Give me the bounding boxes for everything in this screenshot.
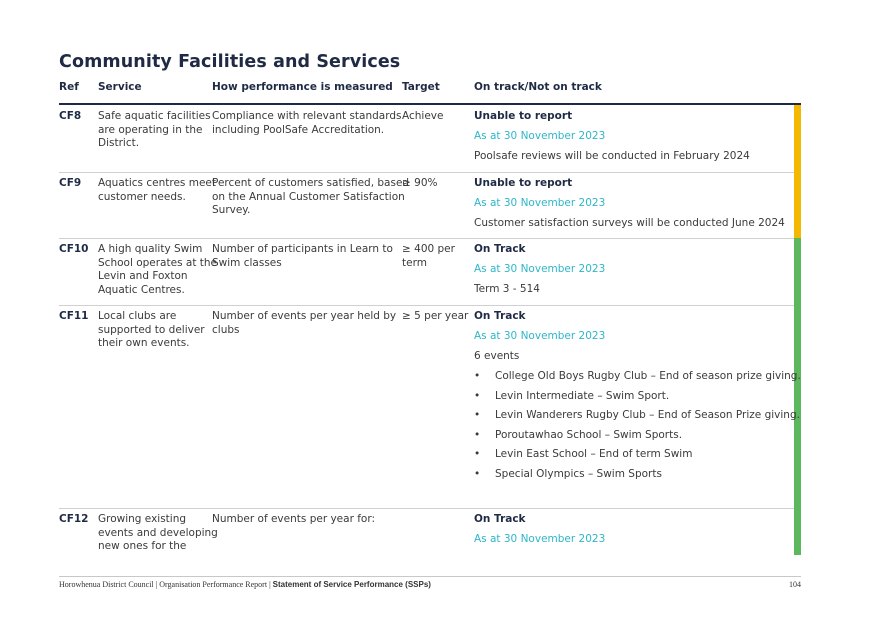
event-list-text: Levin East School – End of term Swim	[495, 448, 693, 460]
status-note: Poolsafe reviews will be conducted in February 2024	[474, 150, 750, 162]
target-cell: Achieve	[402, 110, 444, 122]
service-cell: Local clubs are	[98, 310, 177, 322]
service-cell: are operating in the	[98, 123, 203, 136]
ref-cell: CF11	[59, 310, 89, 322]
footer-org: Horowhenua District Council | Organisation Performance Report |	[59, 580, 273, 589]
status-color-bar	[794, 105, 801, 172]
measure-cell: Number of events per year for:	[212, 513, 376, 525]
service-cell: customer needs.	[98, 190, 186, 203]
row-divider	[59, 238, 801, 239]
measure-cell: Number of participants in Learn to	[212, 243, 393, 255]
page-title: Community Facilities and Services	[59, 52, 401, 72]
service-cell: their own events.	[98, 337, 190, 349]
service-cell: new ones for the	[98, 540, 187, 552]
service-cell: Aquatic Centres.	[98, 283, 185, 296]
page-number: 104	[789, 580, 801, 589]
event-list-text: Poroutawhao School – Swim Sports.	[495, 428, 683, 441]
measure-cell: Survey.	[212, 204, 251, 216]
event-list-text: College Old Boys Rugby Club – End of season prize giving.	[495, 370, 801, 382]
status-label: Unable to report	[474, 110, 573, 122]
measure-cell: including PoolSafe Accreditation.	[212, 123, 385, 136]
target-cell: term	[402, 256, 427, 269]
service-cell: Safe aquatic facilities	[98, 110, 211, 122]
measure-cell: Number of events per year held by	[212, 310, 397, 322]
status-note: Term 3 - 514	[474, 283, 540, 295]
status-color-bar	[794, 172, 801, 238]
as-at-date: As at 30 November 2023	[474, 330, 606, 342]
event-list-text: Special Olympics – Swim Sports	[495, 467, 662, 480]
service-cell: District.	[98, 137, 140, 149]
service-cell: Growing existing	[98, 513, 187, 525]
bullet-icon: •	[474, 370, 481, 382]
bullet-icon: •	[474, 428, 481, 441]
status-note: Customer satisfaction surveys will be conducted June 2024	[474, 217, 785, 229]
footer-divider	[59, 576, 801, 577]
service-cell: events and developing	[98, 526, 218, 539]
bullet-icon: •	[474, 467, 481, 480]
col-header-measure: How performance is measured	[212, 81, 393, 93]
measure-cell: Swim classes	[212, 256, 282, 269]
bullet-icon: •	[474, 389, 481, 402]
as-at-date: As at 30 November 2023	[474, 533, 606, 545]
measure-cell: Compliance with relevant standards	[212, 110, 402, 122]
ref-cell: CF12	[59, 513, 89, 525]
ref-cell: CF8	[59, 110, 82, 122]
service-cell: A high quality Swim	[98, 243, 203, 255]
event-list-text: Levin Intermediate – Swim Sport.	[495, 389, 670, 402]
as-at-date: As at 30 November 2023	[474, 130, 606, 142]
service-cell: Aquatics centres meet	[98, 177, 216, 189]
footer-section: Statement of Service Performance (SSPs)	[272, 580, 431, 589]
ref-cell: CF9	[59, 177, 82, 189]
service-cell: Levin and Foxton	[98, 270, 188, 282]
event-list-text: Levin Wanderers Rugby Club – End of Season Prize giving.	[495, 409, 800, 421]
measure-cell: Percent of customers satisfied, based	[212, 177, 410, 189]
row-divider	[59, 508, 801, 509]
status-label: On Track	[474, 310, 526, 322]
row-divider	[59, 305, 801, 306]
target-cell: ≥ 400 per	[402, 243, 455, 255]
status-label: Unable to report	[474, 177, 573, 189]
footer-text	[59, 580, 431, 589]
status-label: On Track	[474, 513, 526, 525]
as-at-date: As at 30 November 2023	[474, 197, 606, 209]
target-cell: ≥ 5 per year	[402, 310, 469, 322]
service-cell: supported to deliver	[98, 323, 205, 336]
col-header-service: Service	[98, 81, 142, 93]
measure-cell: on the Annual Customer Satisfaction	[212, 190, 405, 203]
status-color-bar	[794, 238, 801, 305]
service-cell: School operates at the	[98, 256, 218, 269]
status-color-bar	[794, 305, 801, 508]
target-cell: ≥ 90%	[402, 177, 438, 189]
status-note: 6 events	[474, 350, 520, 362]
header-divider	[59, 103, 801, 105]
as-at-date: As at 30 November 2023	[474, 263, 606, 275]
col-header-status: On track/Not on track	[474, 81, 602, 93]
bullet-icon: •	[474, 448, 481, 460]
row-divider	[59, 172, 801, 173]
ref-cell: CF10	[59, 243, 89, 255]
status-label: On Track	[474, 243, 526, 255]
col-header-ref: Ref	[59, 81, 79, 93]
status-color-bar	[794, 508, 801, 555]
bullet-icon: •	[474, 409, 481, 421]
measure-cell: clubs	[212, 323, 240, 336]
col-header-target: Target	[402, 81, 440, 93]
